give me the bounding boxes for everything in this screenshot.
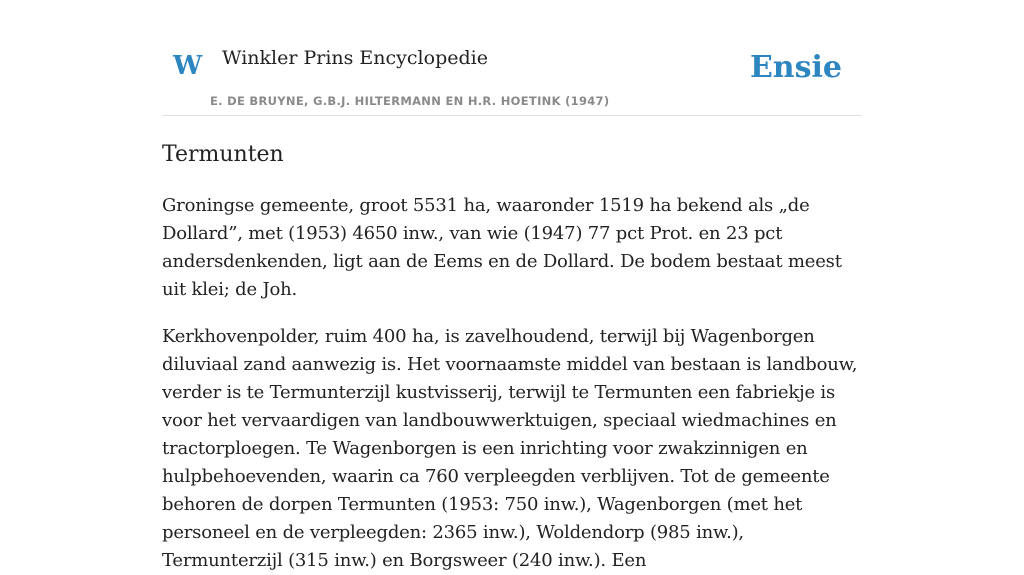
article-paragraph: Kerkhovenpolder, ruim 400 ha, is zavelhoudend, terwijl bij Wagenborgen diluviaal zand aanwezig is. Het voornaamste middel van bestaan is landbouw, verder is te Termunterzijl kustvisserij, terwijl te Termunten een fabriekje is voor het vervaardigen van landbouwwerktuigen, speciaal wiedmachines en tractorploegen. Te Wagenborgen is een inrichting voor zwakzinnigen en hulpbehoevenden, waarin ca 760 verpleegden verblijven. Tot de gemeente behoren de dorpen Termunten (1953: 750 inw.), Wagenborgen (met het personeel en de verpleegden: 2365 inw.), Woldendorp (985 inw.), Termunterzijl (315 inw.) en Borgsweer (240 inw.). Een xyxy=(162,326,858,572)
authors-line: E. DE BRUYNE, G.B.J. HILTERMANN EN H.R. HOETINK (1947) xyxy=(210,94,610,108)
winkler-prins-logo[interactable]: W xyxy=(173,51,203,81)
article-paragraph: Groningse gemeente, groot 5531 ha, waaronder 1519 ha bekend als „de Dollard”, met (1953) 4650 inw., van wie (1947) 77 pct Prot. en 23 pct andersdenkenden, ligt aan de Eems en de Dollard. De bodem bestaat meest uit klei; de Joh. xyxy=(162,195,842,301)
site-header xyxy=(162,0,862,116)
article-body xyxy=(162,192,862,575)
ensie-brand-logo[interactable]: Ensie xyxy=(749,50,842,85)
article-title: Termunten xyxy=(162,142,284,167)
article xyxy=(162,142,862,575)
site-title[interactable]: Winkler Prins Encyclopedie xyxy=(222,47,488,69)
page xyxy=(162,0,862,572)
